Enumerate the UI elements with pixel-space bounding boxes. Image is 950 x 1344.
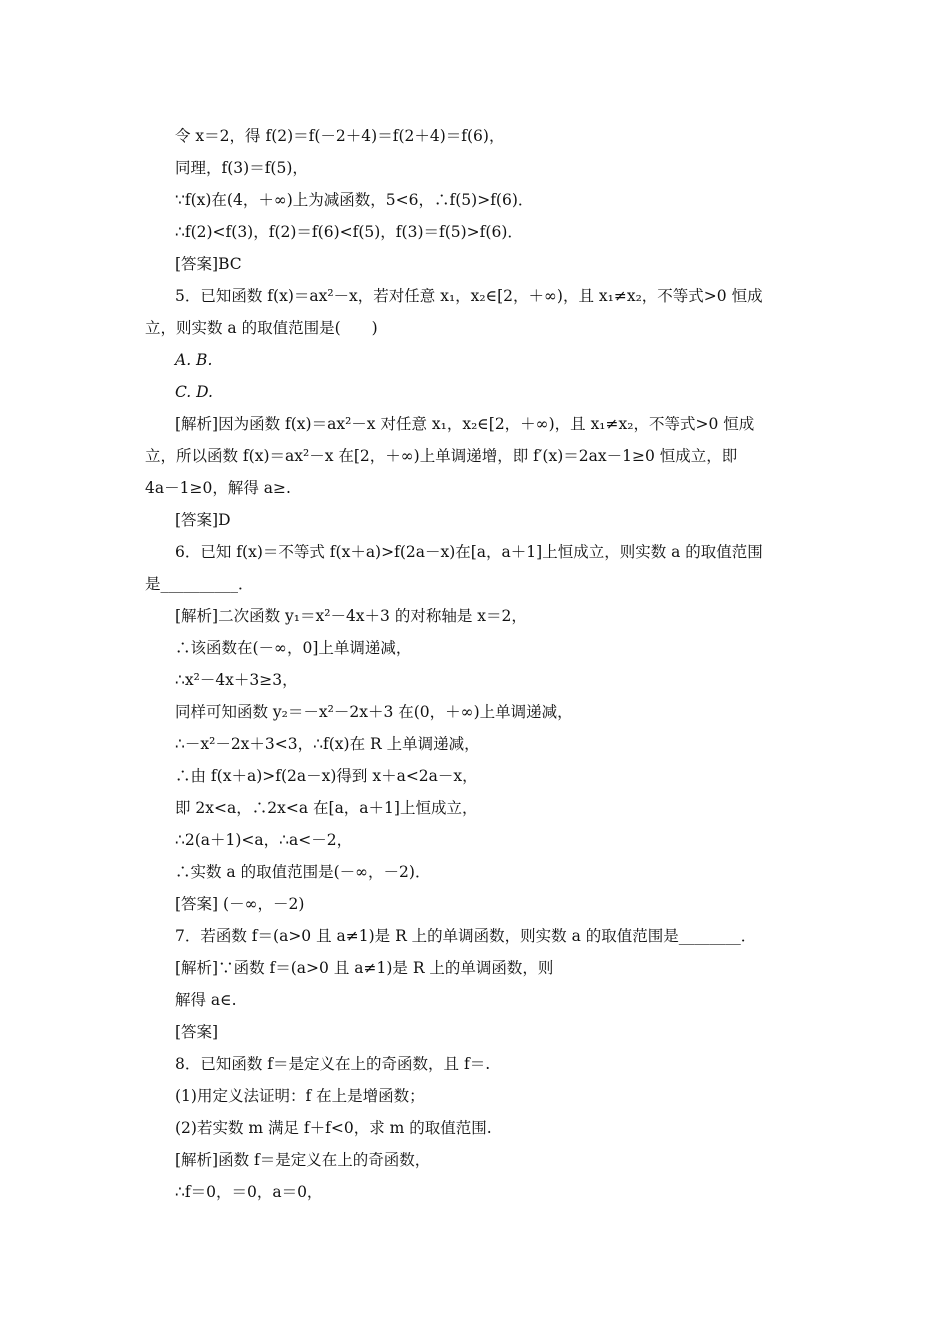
- question-7: 7．若函数 f＝(a>0 且 a≠1)是 R 上的单调函数，则实数 a 的取值范围是________．: [175, 927, 757, 945]
- text-line: 立，则实数 a 的取值范围是( ): [145, 319, 378, 337]
- analysis-line: [解析]∵函数 f＝(a>0 且 a≠1)是 R 上的单调函数，则: [175, 959, 554, 977]
- text-line: 令 x＝2，得 f(2)＝f(－2＋4)＝f(2＋4)＝f(6)，: [175, 127, 505, 145]
- text-line: 是__________．: [145, 575, 254, 593]
- answer-label: [答案] (－∞，－2): [175, 895, 305, 913]
- text-line: 立，所以函数 f(x)＝ax²－x 在[2，＋∞)上单调递增，即 f′(x)＝2ax－1≥0 恒成立，即: [145, 447, 738, 465]
- answer-label: [答案]BC: [175, 255, 242, 273]
- text-line: ∴－x²－2x＋3<3，∴f(x)在 R 上单调递减，: [175, 735, 480, 753]
- answer-label: [答案]D: [175, 511, 231, 529]
- text-line: ∴实数 a 的取值范围是(－∞，－2)．: [175, 863, 431, 881]
- question-5: 5．已知函数 f(x)＝ax²－x，若对任意 x₁，x₂∈[2，＋∞)，且 x₁≠x₂，不等式>0 恒成: [175, 287, 763, 305]
- text-line: 即 2x<a，∴2x<a 在[a，a＋1]上恒成立，: [175, 799, 478, 817]
- text-line: 同理，f(3)＝f(5)，: [175, 159, 308, 177]
- text-line: ∵f(x)在(4，＋∞)上为减函数，5<6，∴f(5)>f(6)．: [175, 191, 534, 209]
- text-line: ∴2(a＋1)<a，∴a<－2，: [175, 831, 353, 849]
- text-line: (2)若实数 m 满足 f＋f<0，求 m 的取值范围.: [175, 1119, 492, 1137]
- text-line: 同样可知函数 y₂＝－x²－2x＋3 在(0，＋∞)上单调递减，: [175, 703, 573, 721]
- text-line: ∴该函数在(－∞，0]上单调递减，: [175, 639, 412, 657]
- question-6: 6．已知 f(x)＝不等式 f(x＋a)>f(2a－x)在[a，a＋1]上恒成立，则实数 a 的取值范围: [175, 543, 763, 561]
- option-line: C. D.: [175, 383, 213, 401]
- analysis-line: [解析]二次函数 y₁＝x²－4x＋3 的对称轴是 x＝2，: [175, 607, 527, 625]
- answer-label: [答案]: [175, 1023, 219, 1041]
- analysis-line: [解析]因为函数 f(x)＝ax²－x 对任意 x₁，x₂∈[2，＋∞)，且 x₁≠x₂，不等式>0 恒成: [175, 415, 755, 433]
- text-line: ∴f＝0，＝0，a＝0，: [175, 1183, 323, 1201]
- text-line: 解得 a∈.: [175, 991, 237, 1009]
- option-line: A. B.: [175, 351, 213, 369]
- text-line: ∴由 f(x＋a)>f(2a－x)得到 x＋a<2a－x，: [175, 767, 478, 785]
- text-line: ∴f(2)<f(3)，f(2)＝f(6)<f(5)，f(3)＝f(5)>f(6)．: [175, 223, 523, 241]
- text-line: ∴x²－4x＋3≥3，: [175, 671, 298, 689]
- text-line: (1)用定义法证明：f 在上是增函数；: [175, 1087, 425, 1105]
- question-8: 8．已知函数 f＝是定义在上的奇函数，且 f＝.: [175, 1055, 491, 1073]
- text-line: 4a－1≥0，解得 a≥.: [145, 479, 291, 497]
- analysis-line: [解析]函数 f＝是定义在上的奇函数，: [175, 1151, 431, 1169]
